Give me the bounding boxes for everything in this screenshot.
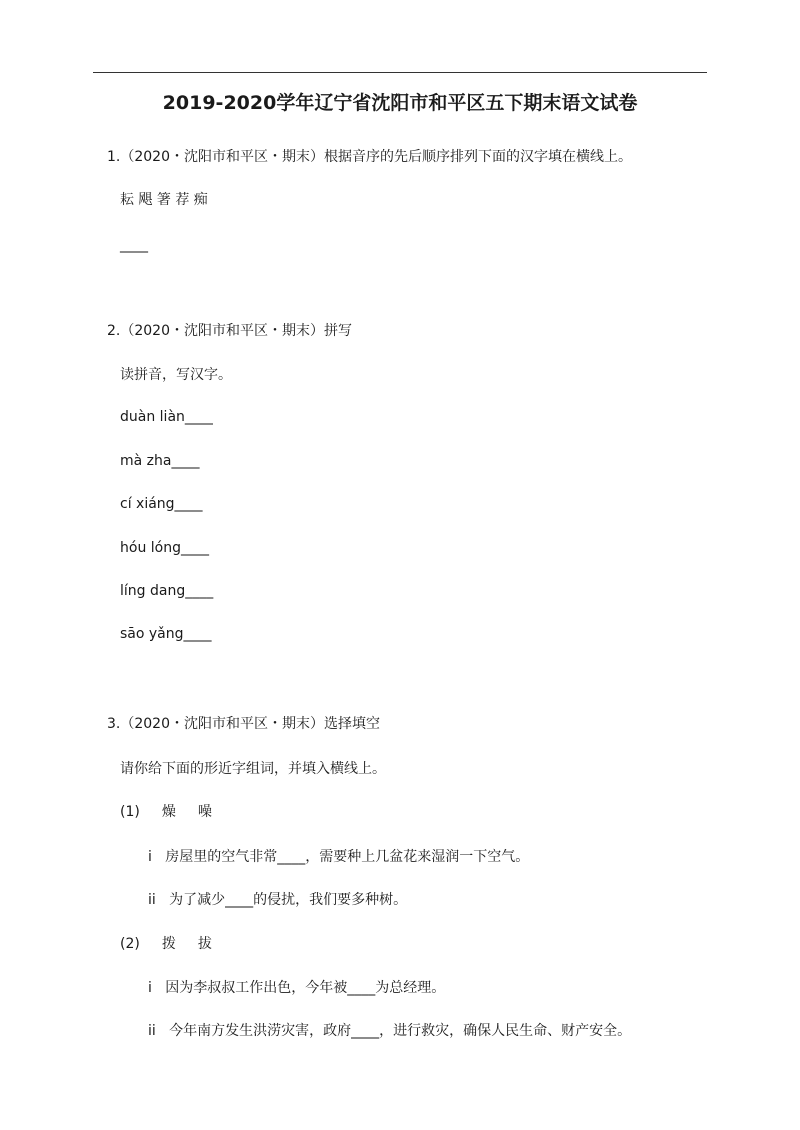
q3-stem: 3.（2020・沈阳市和平区・期末）选择填空 [107, 716, 380, 732]
top-rule [93, 72, 707, 73]
sentence-text: 为了减少____的侵扰，我们要多种树。 [169, 892, 408, 908]
q3-group1-char-a: 燥 [161, 804, 176, 820]
q3-group2-char-a: 拨 [161, 936, 176, 952]
sentence-text: 房屋里的空气非常____，需要种上几盆花来湿润一下空气。 [165, 849, 530, 865]
q3-group1-sentence-1 [148, 846, 529, 866]
q3-group2-sentence-2 [148, 1020, 631, 1040]
q1-stem: 1.（2020・沈阳市和平区・期末）根据音序的先后顺序排列下面的汉字填在横线上。 [107, 149, 632, 165]
q3-group1-sentence-2 [148, 889, 407, 909]
q3-group2-char-b: 拔 [197, 936, 212, 952]
q3-group2-header [120, 933, 212, 953]
q3-group2-number: (2) [120, 936, 140, 952]
q3-instruction: 请你给下面的形近字组词，并填入横线上。 [120, 761, 386, 777]
exam-title: 2019-2020学年辽宁省沈阳市和平区五下期末语文试卷 [162, 92, 638, 114]
q3-group1-number: (1) [120, 804, 140, 820]
q2-pinyin-item-5: líng dang____ [120, 583, 214, 599]
sentence-marker: ii [148, 892, 156, 908]
q2-pinyin-item-2: mà zha____ [120, 453, 200, 469]
sentence-marker: ii [148, 1023, 156, 1039]
q2-pinyin-item-3: cí xiáng____ [120, 496, 203, 512]
q1-answer-blank: ____ [120, 237, 148, 253]
q2-pinyin-item-6: sāo yǎng____ [120, 626, 212, 642]
sentence-text: 因为李叔叔工作出色，今年被____为总经理。 [165, 980, 446, 996]
q2-instruction: 读拼音，写汉字。 [120, 367, 232, 383]
sentence-text: 今年南方发生洪涝灾害，政府____，进行救灾，确保人民生命、财产安全。 [169, 1023, 632, 1039]
sentence-marker: i [148, 980, 152, 996]
q2-pinyin-item-4: hóu lóng____ [120, 540, 209, 556]
q2-pinyin-item-1: duàn liàn____ [120, 409, 213, 425]
sentence-marker: i [148, 849, 152, 865]
q3-group1-char-b: 噪 [197, 804, 212, 820]
q3-group1-header [120, 801, 212, 821]
q3-group2-sentence-1 [148, 977, 445, 997]
q2-stem: 2.（2020・沈阳市和平区・期末）拼写 [107, 323, 352, 339]
q1-chars: 耘 飓 箸 荐 痴 [120, 192, 208, 208]
